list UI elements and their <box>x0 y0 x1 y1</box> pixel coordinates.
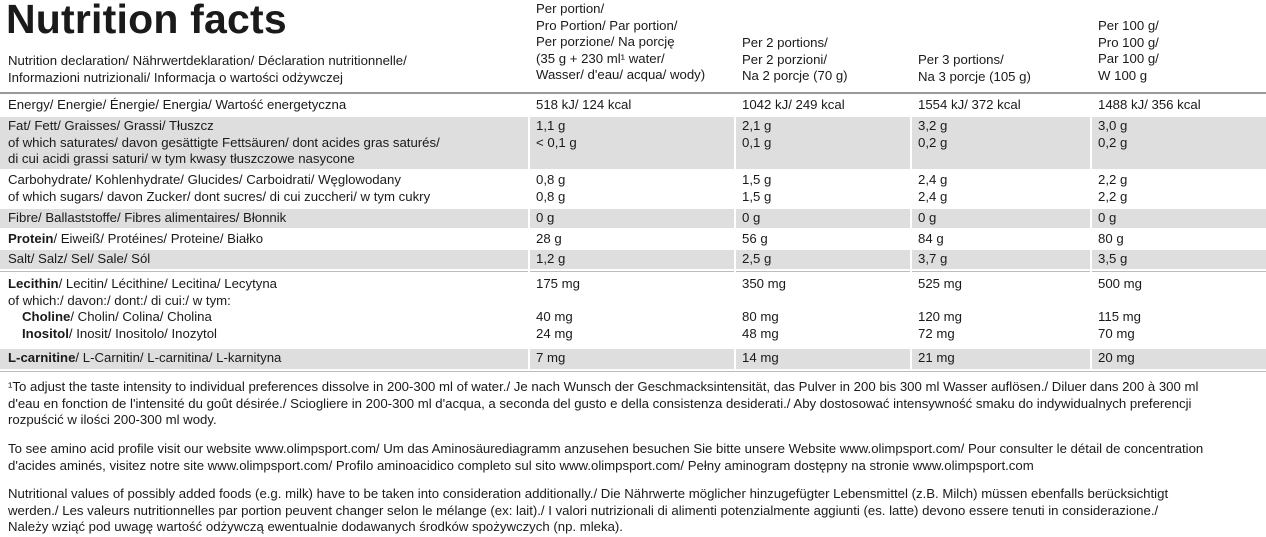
column-header-per-100g: Per 100 g/ Pro 100 g/ Par 100 g/ W 100 g <box>1098 18 1159 83</box>
section-divider <box>0 271 1266 272</box>
cell-value: 350 mg 80 mg 48 mg <box>742 276 786 341</box>
cell-value: 1042 kJ/ 249 kcal <box>742 97 845 112</box>
note-amino-profile: To see amino acid profile visit our website www.olimpsport.com/ Um das Aminosäurediagramm anzusehen besuchen Sie bitte unsere Website www.olimpsport.com/ Pour consulter le détail de concentration d'acides aminés, visitez notre site www.olimpsport.com/ Profilo aminoacidico completo sul sito www.olimpsport.com/ Pełny aminogram dostępny na stronie www.olimpsport.com <box>8 441 1204 473</box>
cell-value: 80 g <box>1098 231 1124 246</box>
table-row-fibre <box>0 209 1266 228</box>
cell-value: 525 mg 120 mg 72 mg <box>918 276 962 341</box>
cell-value: 1554 kJ/ 372 kcal <box>918 97 1021 112</box>
cell-value: 56 g <box>742 231 768 246</box>
declaration-line: Informazioni nutrizionali/ Informacja o wartości odżywczej <box>8 69 343 85</box>
row-label: Protein/ Eiweiß/ Protéines/ Proteine/ Białko <box>8 231 264 246</box>
row-label: Energy/ Energie/ Énergie/ Energia/ Wartość energetyczna <box>8 97 347 112</box>
declaration-line: Nutrition declaration/ Nährwertdeklaration/ Déclaration nutritionnelle/ <box>8 53 407 68</box>
row-label: Salt/ Salz/ Sel/ Sale/ Sól <box>8 251 151 266</box>
table-row-fat <box>0 117 1266 169</box>
table-row-lecithin <box>0 275 1266 345</box>
table-row-energy <box>0 96 1266 115</box>
cell-value: 0 g <box>742 210 761 225</box>
cell-value: 0,8 g 0,8 g <box>536 172 566 204</box>
column-divider <box>528 95 530 371</box>
column-header-3-portions: Per 3 portions/ Na 3 porcje (105 g) <box>918 52 1031 84</box>
declaration-label <box>8 53 528 86</box>
column-divider <box>1090 95 1092 371</box>
cell-value: 3,2 g 0,2 g <box>918 118 948 150</box>
column-header-per-portion: Per portion/ Pro Portion/ Par portion/ Per porzione/ Na porcję (35 g + 230 ml¹ water/ Wasser/ d'eau/ acqua/ wody) <box>536 1 706 82</box>
row-label: Carbohydrate/ Kohlenhydrate/ Glucides/ Carboidrati/ Węglowodany of which sugars/ davon Zucker/ dont sucres/ di cui zuccheri/ w tym cukry <box>8 172 431 204</box>
section-divider <box>0 371 1266 372</box>
cell-value: 3,7 g <box>918 251 948 266</box>
cell-value: 84 g <box>918 231 944 246</box>
cell-value: 0 g <box>1098 210 1117 225</box>
footnote-dissolve: ¹To adjust the taste intensity to individual preferences dissolve in 200-300 ml of water./ Je nach Wunsch der Geschmacksintensität, das Pulver in 200 bis 300 ml Wasser auflösen./ Diluer dans 200 à 300 ml d'eau en fonction de l'intensité du goût désirée./ Sciogliere in 200-300 ml d'acqua, a seconda del gusto e della consistenza desiderati./ Aby dostosować intensywność smaku do indywidualnych preferencji rozpuścić w ilości 200-300 ml wody. <box>8 379 1199 427</box>
table-row-salt <box>0 250 1266 269</box>
cell-value: 14 mg <box>742 350 779 365</box>
header-rule <box>0 92 1266 94</box>
row-label: Fat/ Fett/ Graisses/ Grassi/ Tłuszcz of which saturates/ davon gesättigte Fettsäuren/ dont acides gras saturés/ di cui acidi grassi saturi/ w tym kwasy tłuszczowe nasycone <box>8 118 440 166</box>
row-label: L-carnitine/ L-Carnitin/ L-carnitina/ L-karnityna <box>8 350 282 365</box>
cell-value: 2,1 g 0,1 g <box>742 118 772 150</box>
cell-value: 500 mg 115 mg 70 mg <box>1098 276 1142 341</box>
cell-value: 20 mg <box>1098 350 1135 365</box>
page-title: Nutrition facts <box>6 0 287 42</box>
table-row-l-carnitine <box>0 349 1266 369</box>
cell-value: 1488 kJ/ 356 kcal <box>1098 97 1201 112</box>
cell-value: 21 mg <box>918 350 955 365</box>
note-added-foods: Nutritional values of possibly added foods (e.g. milk) have to be taken into consideration additionally./ Die Nährwerte möglicher hinzugefügter Lebensmittel (z.B. Milch) müssen ebenfalls berücksichtigt werden./ Les valeurs nutritionnelles par portion peuvent changer selon le mélange (ex: lait)./ I valori nutrizionali di alimenti potenzialmente aggiunti (es. latte) devono essere tenuti in considerazione./ Należy wziąć pod uwagę wartość odżywczą ewentualnie dodawanych środków spożywczych (np. mleka). <box>8 486 1169 534</box>
cell-value: 2,4 g 2,4 g <box>918 172 948 204</box>
cell-value: 3,0 g 0,2 g <box>1098 118 1128 150</box>
column-header-2-portions: Per 2 portions/ Per 2 porzioni/ Na 2 porcje (70 g) <box>742 35 848 83</box>
cell-value: 1,1 g < 0,1 g <box>536 118 577 150</box>
row-label: Fibre/ Ballaststoffe/ Fibres alimentaires/ Błonnik <box>8 210 287 225</box>
column-divider <box>910 95 912 371</box>
cell-value: 518 kJ/ 124 kcal <box>536 97 632 112</box>
cell-value: 2,2 g 2,2 g <box>1098 172 1128 204</box>
cell-value: 0 g <box>918 210 937 225</box>
column-divider <box>734 95 736 371</box>
cell-value: 2,5 g <box>742 251 772 266</box>
table-row-carbohydrate <box>0 171 1266 207</box>
table-row-protein <box>0 230 1266 249</box>
cell-value: 1,2 g <box>536 251 566 266</box>
cell-value: 7 mg <box>536 350 566 365</box>
row-label: Lecithin/ Lecitin/ Lécithine/ Lecitina/ Lecytyna of which:/ davon:/ dont:/ di cui:/ w tym: Choline/ Cholin/ Colina/ Cholina Inositol/ Inosit/ Inositolo/ Inozytol <box>8 276 278 341</box>
cell-value: 175 mg 40 mg 24 mg <box>536 276 580 341</box>
cell-value: 1,5 g 1,5 g <box>742 172 772 204</box>
cell-value: 0 g <box>536 210 555 225</box>
cell-value: 28 g <box>536 231 562 246</box>
cell-value: 3,5 g <box>1098 251 1128 266</box>
